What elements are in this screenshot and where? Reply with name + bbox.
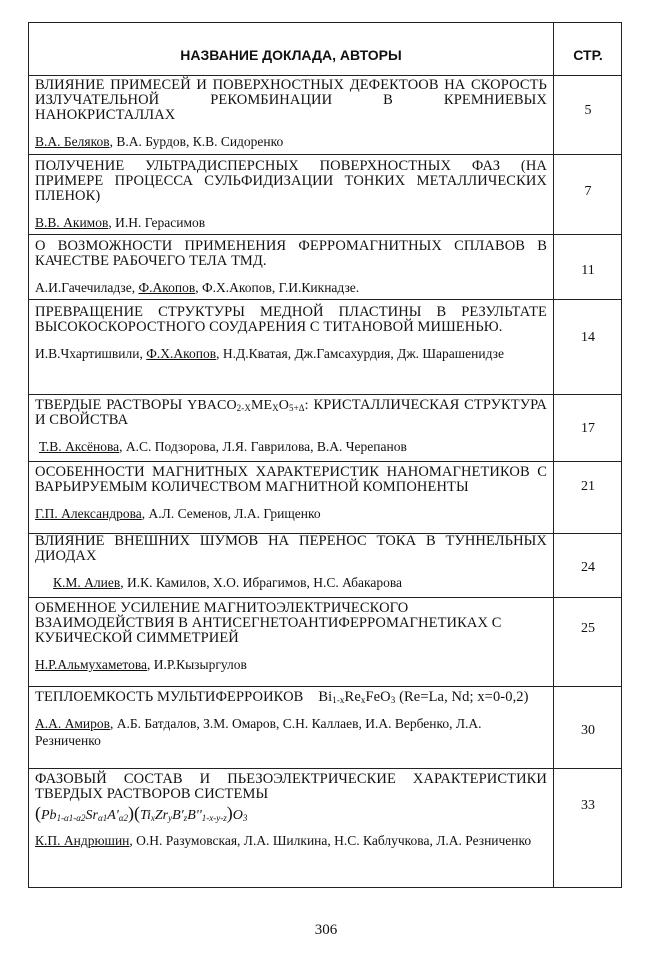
entry-title-part: КРИСТАЛЛИЧЕСКАЯ СТРУКТУРА И СВОЙСТВА: [35, 397, 547, 428]
row-divider: [29, 299, 621, 300]
entry-page: 24: [581, 560, 595, 575]
entry-page: 25: [581, 621, 595, 636]
entry-authors: [35, 656, 547, 673]
row-divider: [29, 686, 621, 687]
entry-page: 21: [581, 479, 595, 494]
header-page: СТР.: [573, 47, 603, 63]
row-divider: [29, 461, 621, 462]
entry-authors: [35, 715, 547, 749]
entry-authors: [39, 438, 547, 455]
entry-4: [35, 305, 547, 362]
entry-1: [35, 78, 547, 150]
entry-page: 17: [581, 421, 595, 436]
row-divider: [29, 768, 621, 769]
lead-author: В.В. Акимов: [35, 215, 109, 230]
entry-title: ПОЛУЧЕНИЕ УЛЬТРАДИСПЕРСНЫХ ПОВЕРХНОСТНЫХ ФАЗ (НА ПРИМЕРЕ ПРОЦЕССА СУЛЬФИДИЗАЦИИ ТОНКИХ МЕТАЛЛИЧЕСКИХ ПЛЕНОК): [35, 158, 547, 204]
co-authors: , И.К. Камилов, Х.О. Ибрагимов, Н.С. Абакарова: [120, 575, 403, 590]
entry-authors: [35, 279, 547, 296]
entry-title: ПРЕВРАЩЕНИЕ СТРУКТУРЫ МЕДНОЙ ПЛАСТИНЫ В РЕЗУЛЬТАТЕ ВЫСОКОСКОРОСТНОГО СОУДАРЕНИЯ С ТИТАНОВОЙ МИШЕНЬЮ.: [35, 304, 547, 335]
co-authors: , В.А. Бурдов, К.В. Сидоренко: [109, 134, 284, 149]
entry-page: 11: [581, 263, 595, 278]
co-authors: , Ф.Х.Акопов, Г.И.Кикнадзе.: [195, 280, 360, 295]
entry-title: ВЛИЯНИЕ ПРИМЕСЕЙ И ПОВЕРХНОСТНЫХ ДЕФЕКТООВ НА СКОРОСТЬ ИЗЛУЧАТЕЛЬНОЙ РЕКОМБИНАЦИИ В КРЕМНИЕВЫХ НАНОКРИСТАЛЛАХ: [35, 77, 547, 123]
entry-title: [35, 398, 547, 428]
entry-page: 33: [581, 798, 595, 813]
lead-author: В.А. Беляков: [35, 134, 110, 149]
column-divider: [553, 23, 554, 887]
lead-author: А.А. Амиров: [35, 716, 111, 731]
entry-2: [35, 159, 547, 231]
entry-title: ФАЗОВЫЙ СОСТАВ И ПЬЕЗОЭЛЕКТРИЧЕСКИЕ ХАРАКТЕРИСТИКИ ТВЕРДЫХ РАСТВОРОВ СИСТЕМЫ: [35, 771, 547, 802]
entry-title: [35, 690, 547, 705]
co-authors: , И.Р.Кызыргулов: [147, 657, 247, 672]
entry-authors: [35, 345, 547, 362]
entry-title: ОБМЕННОЕ УСИЛЕНИЕ МАГНИТОЭЛЕКТРИЧЕСКОГО ВЗАИМОДЕЙСТВИЯ В АНТИСЕГНЕТОАНТИФЕРРОМАГНЕТИКАХ С КУБИЧЕСКОЙ СИММЕТРИЕЙ: [35, 600, 502, 646]
row-divider: [29, 154, 621, 155]
row-divider: [29, 234, 621, 235]
entry-formula: $(Pb_{1-\alpha 1-\alpha 2}Sr_{\alpha 1}A'_{\alpha 2})(Ti_xZr_yB'_zB''_{1-x-y-z})O_3$: [35, 803, 248, 823]
lead-author: Н.Р.Альмухаметова: [35, 657, 148, 672]
lead-author: К.П. Андрюшин: [35, 833, 130, 848]
entry-6: [35, 465, 547, 522]
lead-author: Г.П. Александрова: [35, 506, 142, 521]
entry-page: 30: [581, 723, 595, 738]
entry-formula: $YBACO_{2-X}ME_XO_{5+\Delta}$:: [187, 398, 309, 413]
row-divider: [29, 75, 621, 76]
lead-author: Ф.Х.Акопов: [146, 346, 217, 361]
entry-authors: [35, 214, 547, 231]
entry-formula: $Bi_{1-x}Re_xFeO_3$ (Re=La, Nd; x=0-0,2): [318, 689, 529, 705]
lead-author: Т.В. Аксёнова: [39, 439, 120, 454]
entry-title: О ВОЗМОЖНОСТИ ПРИМЕНЕНИЯ ФЕРРОМАГНИТНЫХ СПЛАВОВ В КАЧЕСТВЕ РАБОЧЕГО ТЕЛА ТМД.: [35, 238, 547, 269]
entry-page: 5: [584, 103, 592, 118]
page-number: 306: [314, 922, 338, 938]
entry-title-part: ТЕПЛОЕМКОСТЬ МУЛЬТИФЕРРОИКОВ: [35, 689, 304, 705]
entry-page: 7: [584, 184, 592, 199]
row-divider: [29, 597, 621, 598]
lead-author: Ф.Акопов: [138, 280, 196, 295]
entry-9: [35, 690, 547, 749]
co-authors: , А.Л. Семенов, Л.А. Грищенко: [141, 506, 321, 521]
entry-7: [35, 534, 547, 591]
lead-author: К.М. Алиев: [53, 575, 121, 590]
entry-5: [35, 398, 547, 455]
entry-title: ВЛИЯНИЕ ВНЕШНИХ ШУМОВ НА ПЕРЕНОС ТОКА В ТУННЕЛЬНЫХ ДИОДАХ: [35, 533, 547, 564]
co-authors: , А.Б. Батдалов, З.М. Омаров, С.Н. Каллаев, И.А. Вербенко, Л.А. Резниченко: [35, 716, 482, 748]
co-authors: , О.Н. Разумовская, Л.А. Шилкина, Н.С. Каблучкова, Л.А. Резниченко: [129, 833, 532, 848]
entry-title: ОСОБЕННОСТИ МАГНИТНЫХ ХАРАКТЕРИСТИК НАНОМАГНЕТИКОВ С ВАРЬИРУЕМЫМ КОЛИЧЕСТВОМ МАГНИТНОЙ КОМПОНЕНТЫ: [35, 464, 547, 495]
contents-table: [28, 22, 622, 888]
first-author: И.В.Чхартишвили,: [35, 346, 147, 361]
co-authors: , И.Н. Герасимов: [108, 215, 206, 230]
entry-authors: [35, 832, 547, 849]
entry-10: [35, 772, 547, 849]
entry-title-part: ТВЕРДЫЕ РАСТВОРЫ: [35, 397, 183, 413]
row-divider: [29, 394, 621, 395]
first-author: А.И.Гачечиладзе,: [35, 280, 139, 295]
entry-authors: [35, 133, 547, 150]
entry-authors: [35, 505, 547, 522]
entry-page: 14: [581, 330, 595, 345]
entry-authors: [53, 574, 547, 591]
entry-8: [35, 601, 547, 673]
co-authors: , А.С. Подзорова, Л.Я. Гаврилова, В.А. Черепанов: [119, 439, 407, 454]
entry-3: [35, 239, 547, 296]
co-authors: , Н.Д.Кватая, Дж.Гамсахурдия, Дж. Шарашенидзе: [216, 346, 504, 361]
header-title: НАЗВАНИЕ ДОКЛАДА, АВТОРЫ: [180, 47, 402, 63]
